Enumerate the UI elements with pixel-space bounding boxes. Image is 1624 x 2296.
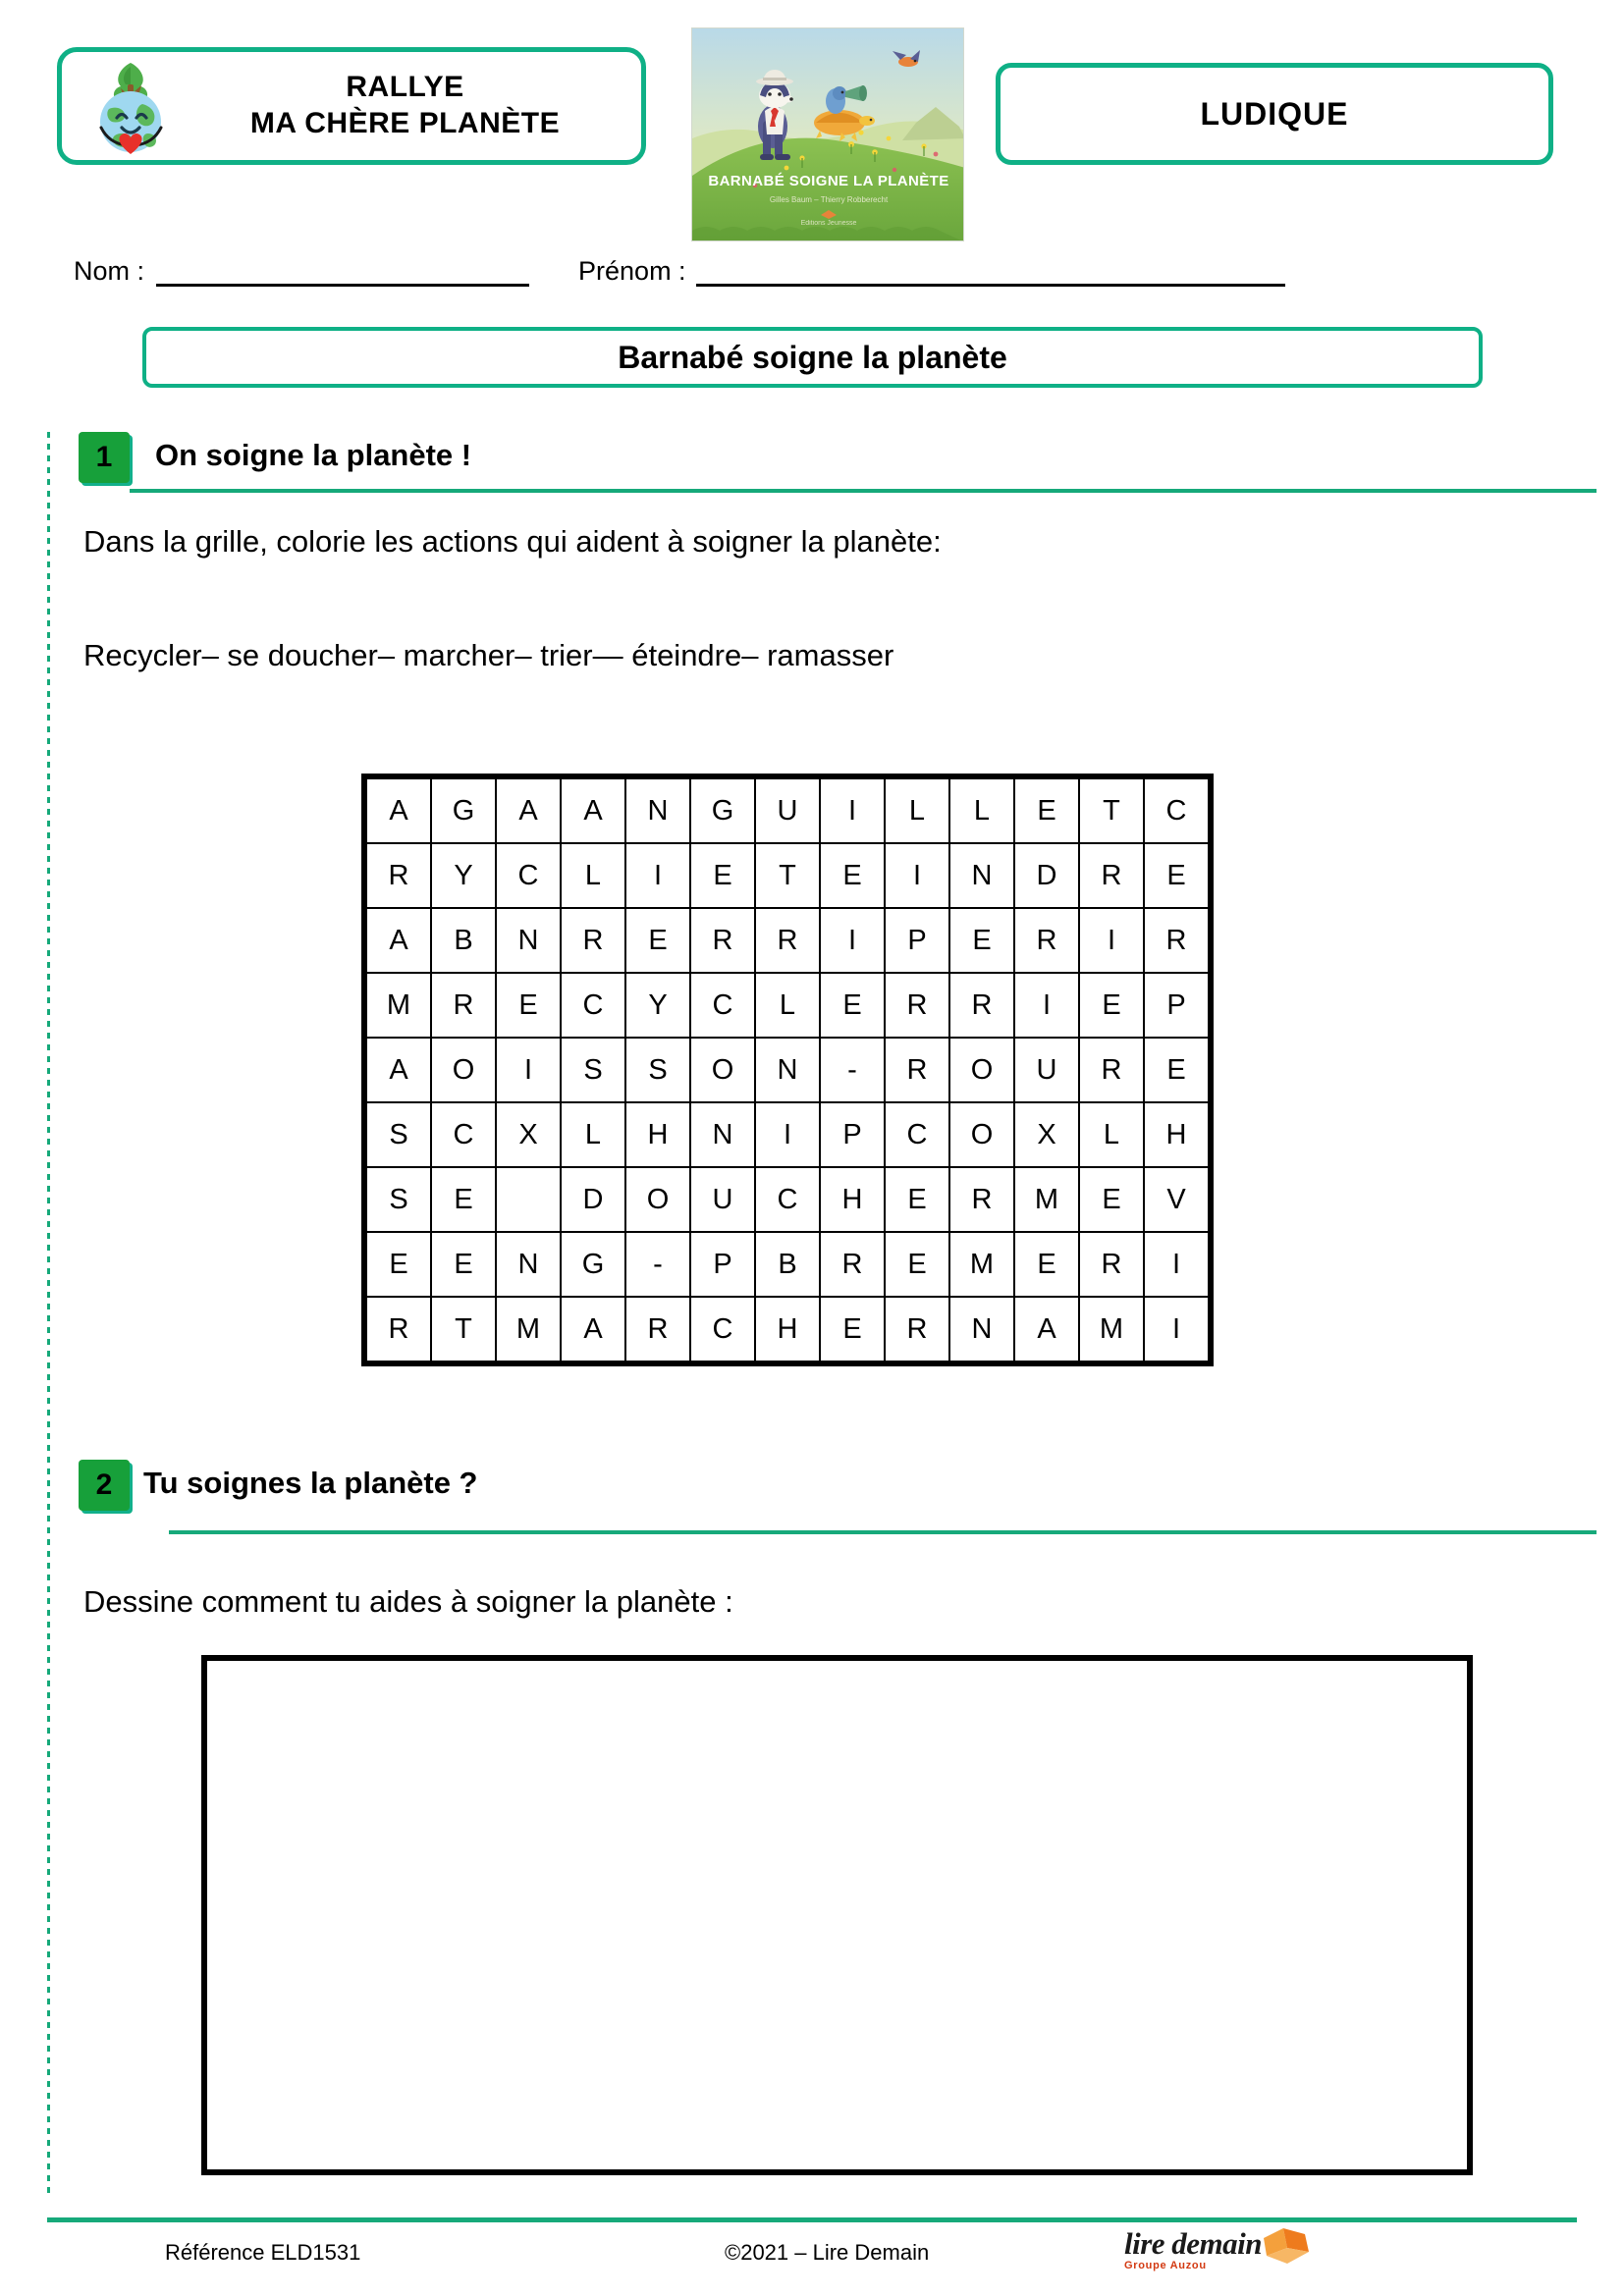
grid-cell[interactable]: A [496,778,561,843]
prenom-input[interactable] [696,257,1285,287]
grid-cell[interactable]: G [690,778,755,843]
grid-cell[interactable]: R [1144,908,1209,973]
exercise-2-heading [79,1460,1551,1528]
grid-cell[interactable]: - [820,1038,885,1102]
grid-cell[interactable]: R [949,973,1014,1038]
grid-cell[interactable]: D [561,1167,625,1232]
grid-cell[interactable]: T [1079,778,1144,843]
earth-hugging-heart-with-tree-icon [80,55,183,158]
grid-row [366,843,1209,908]
grid-cell[interactable]: R [1079,1232,1144,1297]
grid-cell[interactable]: R [625,1297,690,1362]
grid-cell[interactable]: E [820,843,885,908]
grid-cell[interactable]: G [561,1232,625,1297]
grid-cell[interactable]: X [496,1102,561,1167]
book-cover-author: Gilles Baum – Thierry Robberecht [769,195,889,204]
lire-demain-logo [1124,2226,1350,2287]
exercise-2-instruction: Dessine comment tu aides à soigner la planète : [83,1584,733,1619]
page-cut-line [47,432,50,2199]
grid-row [366,1167,1209,1232]
grid-cell[interactable]: A [1014,1297,1079,1362]
grid-cell[interactable]: N [949,843,1014,908]
exercise-1-number-badge: 1 [79,432,130,483]
grid-cell[interactable]: P [1144,973,1209,1038]
grid-cell[interactable]: E [885,1167,949,1232]
grid-cell[interactable]: R [366,1297,431,1362]
grid-cell[interactable]: O [949,1038,1014,1102]
grid-cell[interactable]: I [1144,1232,1209,1297]
book-cover-image [691,27,964,241]
grid-cell[interactable]: L [755,973,820,1038]
grid-cell[interactable]: C [431,1102,496,1167]
grid-cell[interactable]: H [1144,1102,1209,1167]
drawing-area[interactable] [201,1655,1473,2175]
grid-cell[interactable]: P [690,1232,755,1297]
grid-cell[interactable]: O [949,1102,1014,1167]
grid-cell[interactable]: U [690,1167,755,1232]
grid-cell[interactable]: N [496,908,561,973]
nom-input[interactable] [156,257,529,287]
exercise-1-title: On soigne la planète ! [155,438,472,472]
grid-cell[interactable]: I [625,843,690,908]
grid-cell[interactable]: R [431,973,496,1038]
grid-cell[interactable]: R [885,1297,949,1362]
logo-subtext: Groupe Auzou [1124,2260,1207,2271]
grid-cell[interactable]: I [496,1038,561,1102]
worksheet-title-box [142,327,1483,388]
grid-cell[interactable]: C [561,973,625,1038]
grid-cell[interactable]: I [820,778,885,843]
grid-cell[interactable]: S [625,1038,690,1102]
grid-cell[interactable]: R [1014,908,1079,973]
grid-cell[interactable]: E [1144,843,1209,908]
grid-cell[interactable]: Y [625,973,690,1038]
grid-cell[interactable]: C [496,843,561,908]
grid-row [366,1102,1209,1167]
grid-cell[interactable] [496,1167,561,1232]
rallye-title-line2: MA CHÈRE PLANÈTE [249,107,561,139]
grid-cell[interactable]: E [496,973,561,1038]
grid-cell[interactable]: P [820,1102,885,1167]
grid-cell[interactable]: A [366,908,431,973]
grid-cell[interactable]: S [366,1167,431,1232]
footer-reference: Référence ELD1531 [165,2240,361,2265]
grid-cell[interactable]: E [431,1167,496,1232]
grid-row [366,973,1209,1038]
grid-cell[interactable]: A [366,1038,431,1102]
book-cover-title: BARNABÉ SOIGNE LA PLANÈTE [708,173,949,189]
grid-cell[interactable]: R [1079,843,1144,908]
word-search-grid[interactable] [361,774,1214,1366]
grid-cell[interactable]: C [690,973,755,1038]
grid-cell[interactable]: R [949,1167,1014,1232]
grid-cell[interactable]: L [1079,1102,1144,1167]
grid-cell[interactable]: O [431,1038,496,1102]
grid-cell[interactable]: C [755,1167,820,1232]
grid-cell[interactable]: S [366,1102,431,1167]
grid-row [366,1297,1209,1362]
rallye-banner [57,47,646,165]
exercise-2-rule [169,1530,1597,1534]
grid-cell[interactable]: G [431,778,496,843]
category-label: LUDIQUE [1200,95,1349,132]
grid-cell[interactable]: E [1014,778,1079,843]
student-name-row [74,243,1546,287]
grid-cell[interactable]: E [820,973,885,1038]
grid-cell[interactable]: H [755,1297,820,1362]
grid-cell[interactable]: U [755,778,820,843]
logo-wordmark: lire demain [1124,2226,1263,2261]
grid-cell[interactable]: R [366,843,431,908]
grid-cell[interactable]: E [820,1297,885,1362]
grid-cell[interactable]: X [1014,1102,1079,1167]
grid-cell[interactable]: E [1014,1232,1079,1297]
grid-cell[interactable]: U [1014,1038,1079,1102]
grid-cell[interactable]: C [1144,778,1209,843]
grid-cell[interactable]: A [561,778,625,843]
grid-cell[interactable]: H [820,1167,885,1232]
page-header [0,27,1624,234]
grid-cell[interactable]: A [366,778,431,843]
grid-cell[interactable]: E [1079,1167,1144,1232]
grid-row [366,1038,1209,1102]
grid-cell[interactable]: M [1014,1167,1079,1232]
grid-cell[interactable]: L [949,778,1014,843]
rallye-title-line1: RALLYE [346,71,464,104]
grid-cell[interactable]: M [496,1297,561,1362]
grid-cell[interactable]: E [366,1232,431,1297]
grid-cell[interactable]: I [820,908,885,973]
footer-copyright: ©2021 – Lire Demain [725,2240,930,2265]
open-book-icon [1258,2222,1313,2268]
grid-cell[interactable]: M [366,973,431,1038]
grid-cell[interactable]: I [885,843,949,908]
grid-cell[interactable]: C [885,1102,949,1167]
prenom-label: Prénom : [578,256,686,286]
grid-cell[interactable]: A [561,1297,625,1362]
exercise-2-number-badge: 2 [79,1460,130,1511]
grid-row [366,1232,1209,1297]
grid-cell[interactable]: B [755,1232,820,1297]
grid-cell[interactable]: R [755,908,820,973]
grid-cell[interactable]: I [1014,973,1079,1038]
grid-cell[interactable]: E [949,908,1014,973]
grid-cell[interactable]: R [885,1038,949,1102]
worksheet-title: Barnabé soigne la planète [618,339,1007,375]
grid-cell[interactable]: P [885,908,949,973]
grid-cell[interactable]: R [690,908,755,973]
grid-cell[interactable]: R [1079,1038,1144,1102]
exercise-1-instruction: Dans la grille, colorie les actions qui aident à soigner la planète: [83,524,942,559]
grid-cell[interactable]: N [625,778,690,843]
grid-cell[interactable]: E [1144,1038,1209,1102]
grid-cell[interactable]: N [755,1038,820,1102]
grid-cell[interactable]: S [561,1038,625,1102]
grid-cell[interactable]: T [755,843,820,908]
grid-cell[interactable]: N [949,1297,1014,1362]
grid-cell[interactable]: N [496,1232,561,1297]
grid-cell[interactable]: O [690,1038,755,1102]
grid-cell[interactable]: T [431,1297,496,1362]
grid-cell[interactable]: L [561,843,625,908]
grid-cell[interactable]: M [949,1232,1014,1297]
grid-cell[interactable]: R [820,1232,885,1297]
category-banner [996,63,1553,165]
grid-cell[interactable]: N [690,1102,755,1167]
grid-cell[interactable]: - [625,1232,690,1297]
grid-cell[interactable]: E [885,1232,949,1297]
grid-cell[interactable]: H [625,1102,690,1167]
grid-cell[interactable]: I [1144,1297,1209,1362]
rallye-title [183,70,641,141]
grid-cell[interactable]: I [755,1102,820,1167]
exercise-1-rule [130,489,1597,493]
grid-cell[interactable]: E [431,1232,496,1297]
nom-label: Nom : [74,256,145,286]
exercise-1-heading [79,432,1551,501]
word-search-table[interactable] [365,777,1210,1362]
footer-divider [47,2217,1577,2222]
grid-cell[interactable]: C [690,1297,755,1362]
grid-cell[interactable]: V [1144,1167,1209,1232]
grid-cell[interactable]: R [885,973,949,1038]
exercise-2-title: Tu soignes la planète ? [143,1466,478,1500]
grid-cell[interactable]: B [431,908,496,973]
grid-cell[interactable]: E [1079,973,1144,1038]
grid-cell[interactable]: L [561,1102,625,1167]
grid-cell[interactable]: M [1079,1297,1144,1362]
exercise-1-words: Recycler– se doucher– marcher– trier— éteindre– ramasser [83,638,894,672]
grid-cell[interactable]: R [561,908,625,973]
grid-cell[interactable]: I [1079,908,1144,973]
grid-cell[interactable]: L [885,778,949,843]
grid-row [366,778,1209,843]
grid-cell[interactable]: Y [431,843,496,908]
book-cover-publisher: Editions Jeunesse [800,220,857,227]
grid-cell[interactable]: E [625,908,690,973]
grid-cell[interactable]: E [690,843,755,908]
grid-row [366,908,1209,973]
grid-cell[interactable]: D [1014,843,1079,908]
grid-cell[interactable]: O [625,1167,690,1232]
